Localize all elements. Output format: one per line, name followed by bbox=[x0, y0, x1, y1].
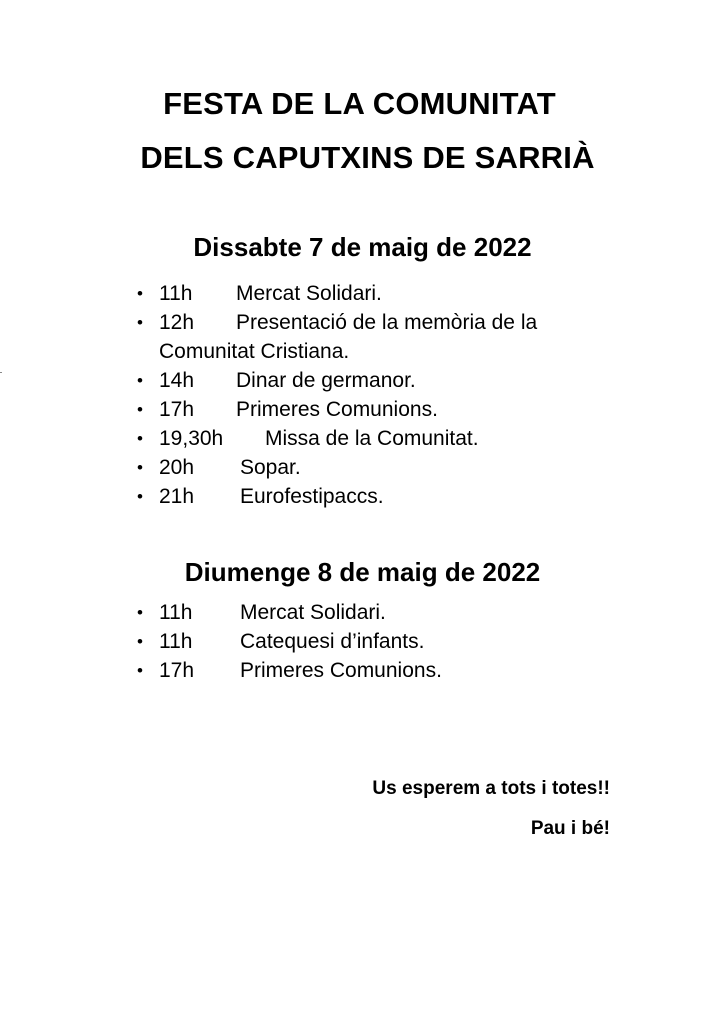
bullet-icon: • bbox=[137, 458, 143, 477]
event-description: Catequesi d’infants. bbox=[240, 630, 425, 653]
event-time: 14h bbox=[159, 369, 195, 392]
page-title-line-2: DELS CAPUTXINS DE SARRIÀ bbox=[140, 140, 595, 175]
page-title-line-1: FESTA DE LA COMUNITAT bbox=[163, 86, 556, 121]
event-time: 20h bbox=[159, 456, 195, 479]
list-item bbox=[0, 424, 719, 453]
bullet-icon: • bbox=[137, 487, 143, 506]
event-time: 17h bbox=[159, 659, 195, 682]
list-item bbox=[0, 279, 719, 308]
list-item bbox=[0, 308, 719, 366]
list-item bbox=[0, 453, 719, 482]
saturday-event-list bbox=[0, 279, 719, 511]
event-description: Mercat Solidari. bbox=[236, 282, 382, 305]
event-time: 17h bbox=[159, 398, 195, 421]
list-item bbox=[0, 598, 719, 627]
list-item bbox=[0, 366, 719, 395]
bullet-icon: • bbox=[137, 603, 143, 622]
event-description: Sopar. bbox=[240, 456, 301, 479]
event-time: 21h bbox=[159, 485, 195, 508]
bullet-icon: • bbox=[137, 313, 143, 332]
sunday-event-list bbox=[0, 598, 719, 685]
sunday-heading: Diumenge 8 de maig de 2022 bbox=[184, 557, 541, 587]
bullet-icon: • bbox=[137, 632, 143, 651]
event-time: 19,30h bbox=[159, 427, 224, 450]
bullet-icon: • bbox=[137, 284, 143, 303]
event-description: Primeres Comunions. bbox=[240, 659, 442, 682]
closing-line-invitation: Us esperem a tots i totes!! bbox=[372, 778, 610, 799]
event-time: 11h bbox=[159, 630, 193, 653]
bullet-icon: • bbox=[137, 400, 143, 419]
list-item bbox=[0, 627, 719, 656]
list-item bbox=[0, 656, 719, 685]
bullet-icon: • bbox=[137, 429, 143, 448]
bullet-icon: • bbox=[137, 371, 143, 390]
event-time: 11h bbox=[159, 282, 193, 305]
event-description: Primeres Comunions. bbox=[236, 398, 438, 421]
bullet-icon: • bbox=[137, 661, 143, 680]
list-item bbox=[0, 482, 719, 511]
event-time: 12h bbox=[159, 311, 195, 334]
event-description: Missa de la Comunitat. bbox=[265, 427, 479, 450]
event-description: Mercat Solidari. bbox=[240, 601, 386, 624]
event-time: 11h bbox=[159, 601, 193, 624]
list-item bbox=[0, 395, 719, 424]
event-description: Eurofestipaccs. bbox=[240, 485, 384, 508]
closing-line-blessing: Pau i bé! bbox=[530, 818, 610, 839]
saturday-heading: Dissabte 7 de maig de 2022 bbox=[193, 232, 532, 262]
scan-edge-mark bbox=[0, 372, 2, 373]
event-description: Dinar de germanor. bbox=[236, 369, 416, 392]
event-description-continuation: Comunitat Cristiana. bbox=[159, 340, 350, 363]
event-description: Presentació de la memòria de la bbox=[236, 311, 538, 334]
